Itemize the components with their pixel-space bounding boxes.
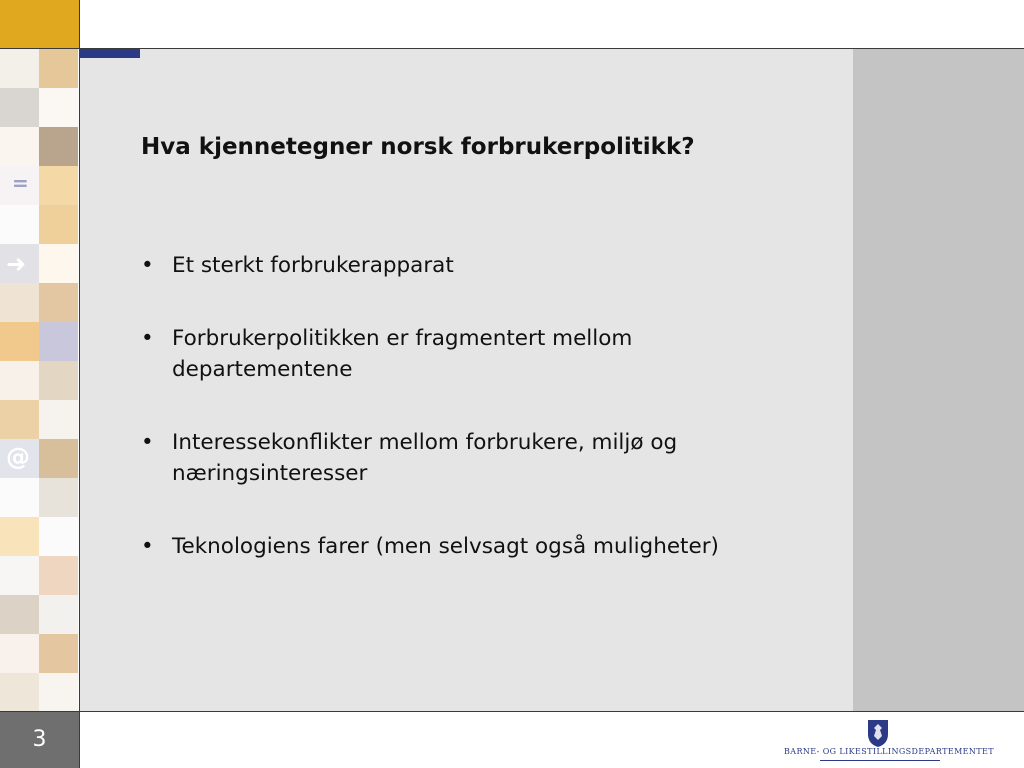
slide-title: Hva kjennetegner norsk forbrukerpolitikk? bbox=[141, 134, 695, 160]
photo-tile bbox=[0, 283, 39, 322]
photo-tile bbox=[0, 439, 39, 478]
at-sign-icon: @ bbox=[6, 443, 30, 471]
bullet-item bbox=[138, 323, 838, 385]
bullet-text: Et sterkt forbrukerapparat bbox=[172, 253, 454, 278]
photo-tile bbox=[39, 322, 78, 361]
photo-tile bbox=[0, 244, 39, 283]
page-number: 3 bbox=[32, 727, 47, 752]
coat-of-arms-icon bbox=[858, 718, 898, 748]
photo-tile bbox=[39, 478, 78, 517]
bullet-text: Interessekonflikter mellom forbrukere, miljø og næringsinteresser bbox=[172, 430, 678, 486]
equals-icon: = bbox=[12, 171, 29, 195]
footer-rule bbox=[820, 760, 940, 761]
photo-tile bbox=[39, 361, 78, 400]
photo-tile bbox=[0, 361, 39, 400]
photo-tile bbox=[0, 166, 39, 205]
bullet-symbol: • bbox=[141, 430, 154, 455]
photo-tile bbox=[0, 517, 39, 556]
photo-mosaic bbox=[0, 49, 79, 711]
photo-tile bbox=[0, 673, 39, 711]
photo-tile bbox=[0, 88, 39, 127]
bullet-symbol: • bbox=[141, 253, 154, 278]
photo-tile bbox=[0, 400, 39, 439]
photo-tile bbox=[39, 205, 78, 244]
bullet-item bbox=[138, 250, 838, 281]
photo-tile bbox=[39, 283, 78, 322]
photo-tile bbox=[39, 49, 78, 88]
bullet-text: Forbrukerpolitikken er fragmentert mellom departementene bbox=[172, 326, 633, 382]
arrow-right-icon: ➜ bbox=[6, 250, 27, 278]
photo-tile bbox=[0, 49, 39, 88]
bullet-list bbox=[138, 250, 838, 604]
photo-tile bbox=[39, 400, 78, 439]
photo-tile bbox=[39, 556, 78, 595]
photo-tile bbox=[39, 595, 78, 634]
photo-tile bbox=[0, 205, 39, 244]
photo-tile bbox=[0, 556, 39, 595]
photo-tile bbox=[39, 634, 78, 673]
photo-tile bbox=[0, 478, 39, 517]
accent-bar bbox=[80, 49, 140, 58]
photo-tile bbox=[0, 634, 39, 673]
bullet-symbol: • bbox=[141, 326, 154, 351]
corner-accent bbox=[0, 0, 79, 48]
bullet-text: Teknologiens farer (men selvsagt også muligheter) bbox=[172, 534, 719, 559]
photo-tile bbox=[39, 517, 78, 556]
bullet-symbol: • bbox=[141, 534, 154, 559]
photo-tile bbox=[39, 127, 78, 166]
photo-tile bbox=[39, 439, 78, 478]
photo-tile bbox=[39, 673, 78, 711]
top-bar bbox=[79, 0, 1024, 48]
photo-tile bbox=[0, 127, 39, 166]
photo-tile bbox=[39, 88, 78, 127]
ministry-name: BARNE- OG LIKESTILLINGSDEPARTEMENTET bbox=[784, 747, 995, 756]
photo-tile bbox=[0, 595, 39, 634]
bullet-item bbox=[138, 531, 838, 562]
photo-tile bbox=[39, 166, 78, 205]
photo-tile bbox=[39, 244, 78, 283]
photo-tile bbox=[0, 322, 39, 361]
bullet-item bbox=[138, 427, 838, 489]
right-panel bbox=[853, 49, 1024, 711]
